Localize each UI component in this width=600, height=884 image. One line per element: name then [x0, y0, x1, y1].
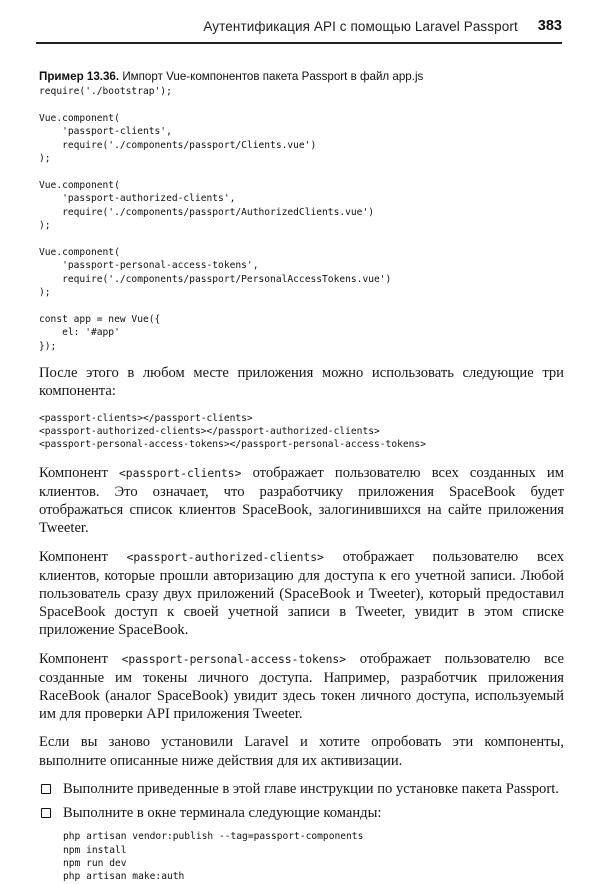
list-item — [39, 780, 564, 798]
list-item-text: Выполните в окне терминала следующие команды: — [63, 805, 382, 821]
code-listing-app-js: require('./bootstrap'); Vue.component( 'passport-clients', require('./components/passport/Clients.vue') ); Vue.component( 'passport-authorized-clients', require('./components/passport/AuthorizedClients.vue') ); Vue.component( 'passport-personal-access-tokens', require('./components/passport/PersonalAccessTokens.vue') ); const app = new Vue({ el: '#app' }); — [39, 86, 392, 352]
page-content — [39, 70, 564, 884]
inline-code: <passport-authorized-clients> — [126, 550, 324, 564]
running-header-title: Аутентификация API с помощью Laravel Passport — [203, 18, 518, 34]
paragraph-lead: Компонент — [39, 650, 108, 667]
example-caption — [39, 70, 564, 83]
paragraph-text: отображает пользователю все созданные им токены личного доступа. Например, разработчик приложения RaceBook (аналог SpaceBook) увидит здесь токен личного доступа, используемый им для проверки API приложения Tweeter. — [39, 650, 564, 723]
code-listing-commands: php artisan vendor:publish --tag=passport-components npm install npm run dev php artisan make:auth — [63, 831, 364, 883]
paragraph-passport-clients — [39, 464, 564, 538]
running-header — [36, 11, 562, 41]
intro-paragraph: После этого в любом месте приложения можно использовать следующие три компонента: — [39, 365, 564, 400]
inline-code: <passport-clients> — [118, 466, 242, 480]
checkbox-bullet-icon — [41, 808, 51, 818]
paragraph-authorized-clients — [39, 548, 564, 640]
list-item-text: Выполните приведенные в этой главе инструкции по установке пакета Passport. — [63, 780, 559, 797]
code-listing-tags: <passport-clients></passport-clients> <passport-authorized-clients></passport-authorized-clients> <passport-personal-access-tokens></passport-personal-access-tokens> — [39, 412, 426, 451]
paragraph-text: отображает пользователю всех клиентов, которые прошли авторизацию для доступа к его учетной записи. Любой пользователь сразу двух приложений (SpaceBook и Tweeter), который предоставил SpaceBook доступ к своей учетной записи в Tweeter, увидит в этом списке приложение SpaceBook. — [39, 548, 564, 639]
paragraph-lead: Компонент — [39, 548, 108, 565]
paragraph-text: отображает пользователю всех созданных им клиентов. Это означает, что разработчику приложения SpaceBook будет отображаться список клиентов SpaceBook, залогинившихся на сайте приложения Tweeter. — [39, 464, 564, 537]
steps-list — [39, 780, 564, 822]
list-item — [39, 804, 564, 822]
header-rule — [36, 42, 562, 44]
example-number: Пример 13.36. — [39, 70, 120, 83]
paragraph-personal-access-tokens — [39, 650, 564, 724]
paragraph-lead: Компонент — [39, 464, 108, 481]
install-paragraph: Если вы заново установили Laravel и хотите опробовать эти компоненты, выполните описанные ниже действия для их активизации. — [39, 734, 564, 769]
example-title: Импорт Vue-компонентов пакета Passport в файл app.js — [122, 70, 424, 83]
page-number: 383 — [537, 18, 562, 34]
inline-code: <passport-personal-access-tokens> — [121, 652, 347, 666]
checkbox-bullet-icon — [41, 784, 51, 794]
